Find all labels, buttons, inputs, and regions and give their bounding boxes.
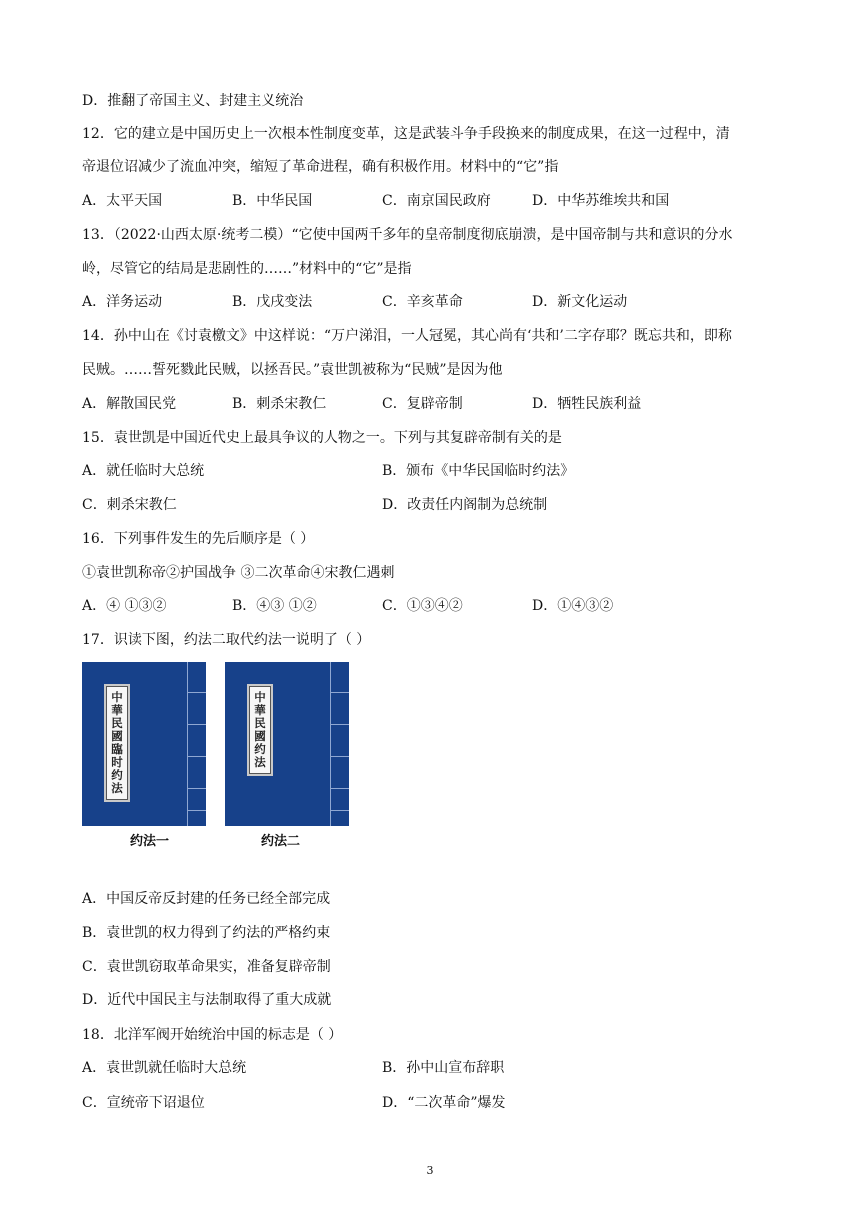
book-1-caption: 约法一 bbox=[130, 834, 170, 849]
q17-option-b: B．袁世凯的权力得到了约法的严格约束 bbox=[82, 925, 331, 941]
q16-option-c: C．①③④② bbox=[382, 598, 463, 614]
q18-stem: 18．北洋军阀开始统治中国的标志是（ ） bbox=[82, 1027, 343, 1043]
book-1-title: 中華民國臨时约法 bbox=[104, 684, 130, 802]
q12-option-d: D．中华苏维埃共和国 bbox=[532, 193, 670, 209]
q16-option-d: D．①④③② bbox=[532, 598, 614, 614]
q11-option-d: D．推翻了帝国主义、封建主义统治 bbox=[82, 93, 304, 109]
q13-option-d: D．新文化运动 bbox=[532, 294, 628, 310]
q12-stem-line1: 12．它的建立是中国历史上一次根本性制度变革，这是武装斗争手段换来的制度成果，在这一过程中，清 bbox=[82, 126, 730, 142]
q17-option-a: A．中国反帝反封建的任务已经全部完成 bbox=[82, 891, 331, 907]
q15-option-a: A．就任临时大总统 bbox=[82, 463, 205, 479]
q14-option-d: D．牺牲民族利益 bbox=[532, 396, 642, 412]
q14-stem-line1: 14．孙中山在《讨袁檄文》中这样说：“万户涕泪，一人冠冕，其心尚有‘共和’二字存耶？既忘共和，即称 bbox=[82, 328, 732, 344]
q18-option-c: C．宣统帝下诏退位 bbox=[82, 1095, 205, 1111]
q16-stem: 16．下列事件发生的先后顺序是（ ） bbox=[82, 531, 315, 547]
q18-option-a: A．袁世凯就任临时大总统 bbox=[82, 1060, 247, 1076]
q16-option-b: B．④③ ①② bbox=[232, 598, 317, 614]
q15-option-d: D．改责任内阁制为总统制 bbox=[382, 497, 548, 513]
q13-option-a: A．洋务运动 bbox=[82, 294, 163, 310]
q16-option-a: A．④ ①③② bbox=[82, 598, 167, 614]
q13-option-b: B．戊戌变法 bbox=[232, 294, 313, 310]
book-2-spine bbox=[330, 662, 349, 826]
book-1-spine bbox=[187, 662, 206, 826]
q14-stem-line2: 民贼。……誓死戮此民贼，以拯吾民。”袁世凯被称为“民贼”是因为他 bbox=[82, 362, 503, 378]
book-2-title: 中華民國约法 bbox=[247, 684, 273, 776]
q13-option-c: C．辛亥革命 bbox=[382, 294, 463, 310]
q17-stem: 17．识读下图，约法二取代约法一说明了（ ） bbox=[82, 632, 371, 648]
q14-option-a: A．解散国民党 bbox=[82, 396, 177, 412]
q12-stem-line2: 帝退位诏减少了流血冲突，缩短了革命进程，确有积极作用。材料中的“它”指 bbox=[82, 159, 559, 175]
q12-option-c: C．南京国民政府 bbox=[382, 193, 491, 209]
book-constitution-1 bbox=[82, 662, 206, 826]
q13-stem-line2: 岭，尽管它的结局是悲剧性的……”材料中的“它”是指 bbox=[82, 261, 412, 277]
q15-option-c: C．刺杀宋教仁 bbox=[82, 497, 177, 513]
q17-option-c: C．袁世凯窃取革命果实，准备复辟帝制 bbox=[82, 959, 331, 975]
q12-option-a: A．太平天国 bbox=[82, 193, 163, 209]
book-constitution-2 bbox=[225, 662, 349, 826]
q12-option-b: B．中华民国 bbox=[232, 193, 313, 209]
q14-option-c: C．复辟帝制 bbox=[382, 396, 463, 412]
book-2-caption: 约法二 bbox=[261, 834, 301, 849]
q17-option-d: D．近代中国民主与法制取得了重大成就 bbox=[82, 992, 332, 1008]
page-number: 3 bbox=[426, 1164, 434, 1177]
q13-stem-line1: 13．（2022·山西太原·统考二模）“它使中国两千多年的皇帝制度彻底崩溃，是中国帝制与共和意识的分水 bbox=[82, 227, 733, 243]
q15-option-b: B．颁布《中华民国临时约法》 bbox=[382, 463, 575, 479]
q15-stem: 15．袁世凯是中国近代史上最具争议的人物之一。下列与其复辟帝制有关的是 bbox=[82, 430, 562, 446]
q18-option-b: B．孙中山宣布辞职 bbox=[382, 1060, 505, 1076]
q18-option-d: D．“二次革命”爆发 bbox=[382, 1095, 506, 1111]
q16-events: ①袁世凯称帝②护国战争 ③二次革命④宋教仁遇刺 bbox=[82, 565, 395, 581]
q14-option-b: B．刺杀宋教仁 bbox=[232, 396, 327, 412]
